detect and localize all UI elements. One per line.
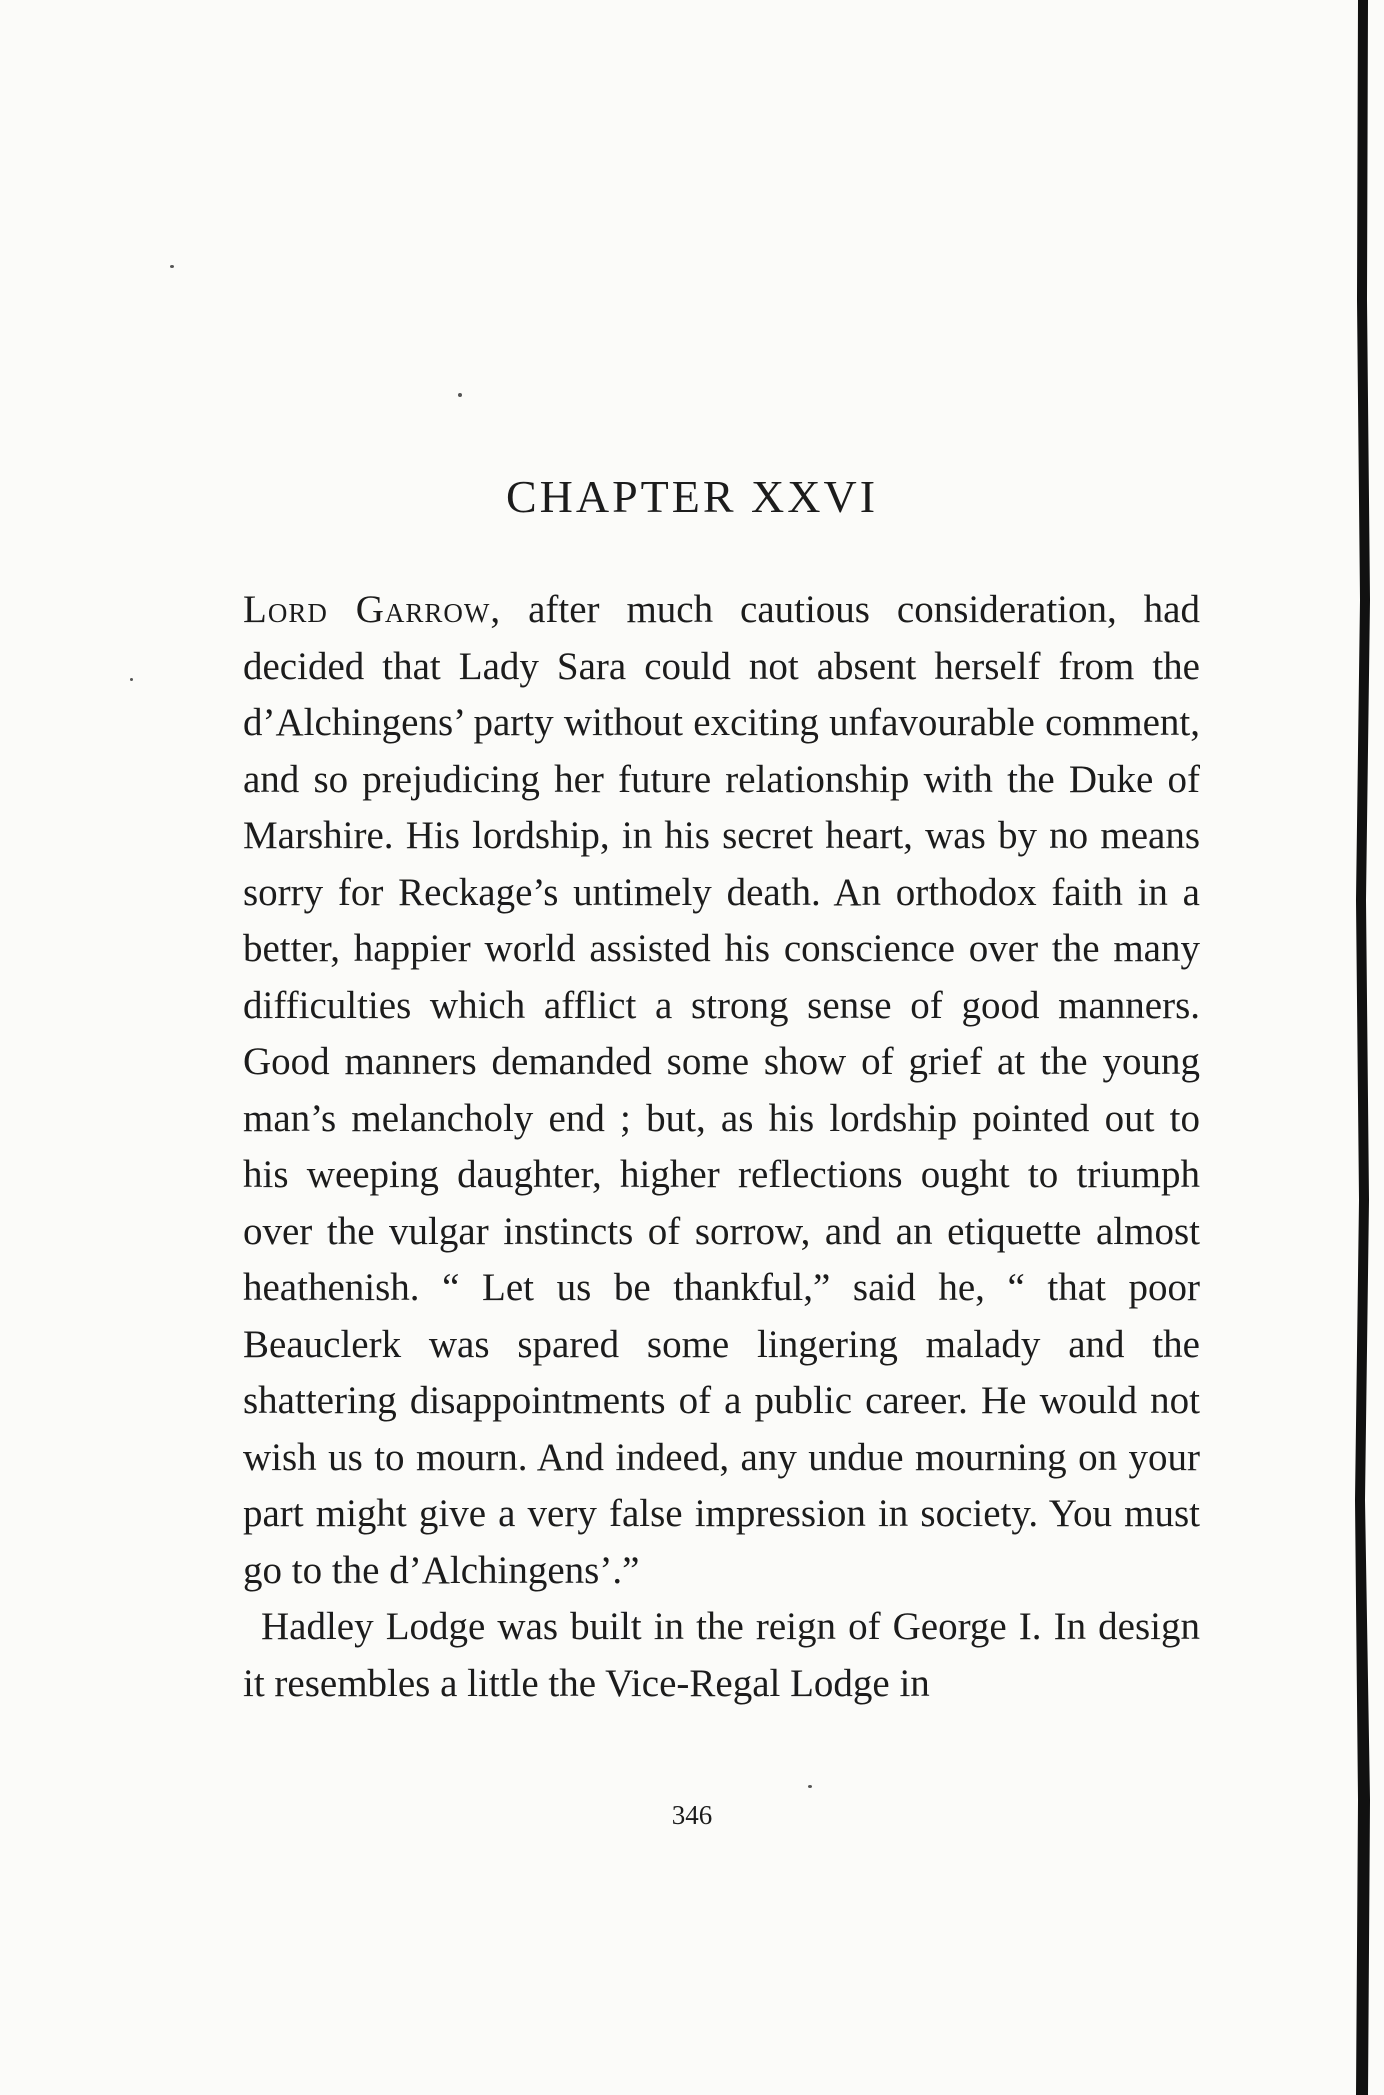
chapter-title: CHAPTER XXVI — [505, 471, 879, 522]
page-binding-edge — [1352, 0, 1372, 2095]
paragraph-text: Hadley Lodge was built in the reign of George I. In design it resembles a little the Vice-Regal Lodge in — [243, 1605, 1200, 1705]
page-number: 346 — [671, 1800, 713, 1830]
paper-speck — [458, 393, 462, 397]
paragraph-text: after much cautious consideration, had decided that Lady Sara could not absent herself from the d’Alchingens’ party without exciting unfavourable comment, and so prejudicing her future relationship with the Duke of Marshire. His lordship, in his secret heart, was by no means sorry for Reckage’s untimely death. An orthodox faith in a better, happier world assisted his conscience over the many difficulties which afflict a strong sense of good manners. Good manners demanded some show of grief at the young man’s melancholy end ; but, as his lordship pointed out to his weeping daughter, higher reflections ought to triumph over the vulgar instincts of sorrow, and an etiquette almost heathenish. “ Let us be thankful,” said he, “ that poor Beauclerk was spared some lingering malady and the shattering disappointments of a public career. He would not wish us to mourn. And indeed, any undue mourning on your part might give a very false impression in society. You must go to the d’Alchingens’.” — [243, 588, 1200, 1592]
paper-speck — [130, 678, 133, 681]
chapter-body — [243, 582, 1200, 1712]
paper-speck — [808, 1785, 812, 1788]
paper-speck — [170, 265, 174, 268]
paragraph — [243, 1599, 1200, 1712]
paragraph-lead-smallcaps: Lord Garrow, — [243, 588, 502, 631]
paragraph — [243, 582, 1200, 1599]
